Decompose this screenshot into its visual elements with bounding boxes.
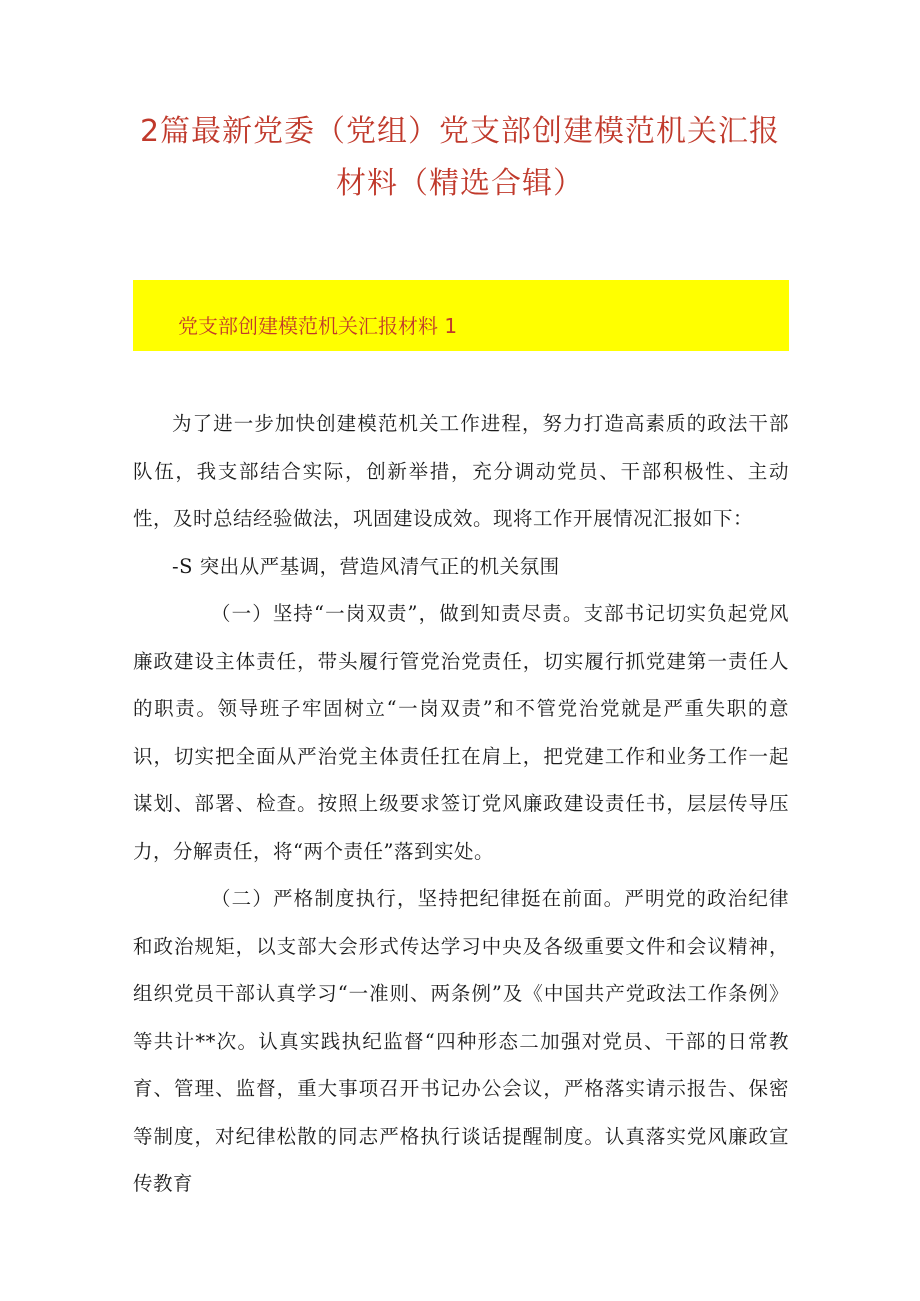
section-heading: -S 突出从严基调，营造风清气正的机关氛围	[172, 554, 560, 578]
intro-paragraph: 为了进一步加快创建模范机关工作进程，努力打造高素质的政法干部队伍，我支部结合实际，创新举措，充分调动党员、干部积极性、主动性，及时总结经验做法，巩固建设成效。现将工作开展情况汇报如下：	[133, 412, 789, 530]
subsection-paragraph-1: （一）坚持“一岗双责”，做到知责尽责。支部书记切实负起党风廉政建设主体责任，带头履行管党治党责任，切实履行抓党建第一责任人的职责。领导班子牢固树立“一岗双责”和不管党治党就是严重失职的意识，切实把全面从严治党主体责任扛在肩上，把党建工作和业务工作一起谋划、部署、检查。按照上级要求签订党风廉政建设责任书，层层传导压力，分解责任，将“两个责任”落到实处。	[133, 602, 789, 863]
document-body	[133, 400, 789, 1208]
section-banner-heading: 党支部创建模范机关汇报材料 1	[178, 314, 458, 338]
section-banner	[133, 280, 789, 351]
subsection-paragraph-2: （二）严格制度执行，坚持把纪律挺在前面。严明党的政治纪律和政治规矩，以支部大会形式传达学习中央及各级重要文件和会议精神，组织党员干部认真学习“一准则、两条例”及《中国共产党政法工作条例》等共计**次。认真实践执纪监督“四种形态二加强对党员、干部的日常教育、管理、监督，重大事项召开书记办公会议，严格落实请示报告、保密等制度，对纪律松散的同志严格执行谈话提醒制度。认真落实党风廉政宣传教育	[133, 887, 789, 1195]
document-title: 2篇最新党委（党组）党支部创建模范机关汇报材料（精选合辑）	[139, 114, 781, 201]
